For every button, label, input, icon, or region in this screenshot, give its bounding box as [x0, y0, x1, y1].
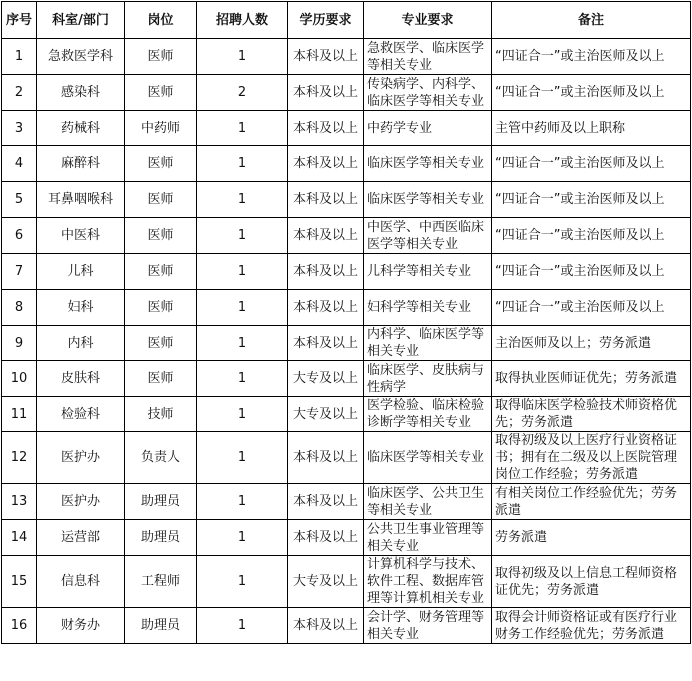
cell-major: 公共卫生事业管理等相关专业 [364, 520, 492, 556]
table-row [2, 146, 691, 182]
cell-major: 妇科学等相关专业 [364, 290, 492, 326]
cell-note: “四证合一”或主治医师及以上 [492, 39, 691, 75]
table-row [2, 254, 691, 290]
cell-no: 2 [2, 75, 37, 111]
cell-position: 助理员 [125, 608, 197, 644]
cell-position: 负责人 [125, 432, 197, 484]
table-row [2, 111, 691, 146]
table-row [2, 326, 691, 361]
table-row [2, 75, 691, 111]
cell-count: 1 [197, 326, 288, 361]
cell-major: 儿科学等相关专业 [364, 254, 492, 290]
recruitment-table [1, 1, 691, 644]
cell-education: 本科及以上 [288, 608, 364, 644]
cell-no: 7 [2, 254, 37, 290]
cell-dept: 皮肤科 [37, 361, 125, 397]
cell-position: 医师 [125, 326, 197, 361]
cell-no: 5 [2, 182, 37, 218]
cell-education: 本科及以上 [288, 146, 364, 182]
cell-education: 本科及以上 [288, 432, 364, 484]
cell-position: 医师 [125, 75, 197, 111]
cell-count: 1 [197, 608, 288, 644]
cell-position: 医师 [125, 290, 197, 326]
cell-education: 大专及以上 [288, 361, 364, 397]
table-body [2, 39, 691, 644]
cell-education: 本科及以上 [288, 290, 364, 326]
cell-count: 1 [197, 361, 288, 397]
table-row [2, 218, 691, 254]
cell-no: 6 [2, 218, 37, 254]
cell-dept: 财务办 [37, 608, 125, 644]
cell-education: 本科及以上 [288, 484, 364, 520]
cell-major: 传染病学、内科学、临床医学等相关专业 [364, 75, 492, 111]
cell-note: 劳务派遣 [492, 520, 691, 556]
cell-count: 1 [197, 39, 288, 75]
cell-major: 医学检验、临床检验诊断学等相关专业 [364, 397, 492, 432]
cell-note: “四证合一”或主治医师及以上 [492, 218, 691, 254]
table-row [2, 520, 691, 556]
cell-no: 1 [2, 39, 37, 75]
cell-dept: 儿科 [37, 254, 125, 290]
cell-dept: 运营部 [37, 520, 125, 556]
cell-count: 1 [197, 520, 288, 556]
cell-note: “四证合一”或主治医师及以上 [492, 290, 691, 326]
cell-dept: 妇科 [37, 290, 125, 326]
cell-education: 大专及以上 [288, 397, 364, 432]
cell-note: 取得执业医师证优先；劳务派遣 [492, 361, 691, 397]
header-row [2, 2, 691, 39]
cell-major: 会计学、财务管理等相关专业 [364, 608, 492, 644]
table-row [2, 608, 691, 644]
cell-position: 医师 [125, 254, 197, 290]
cell-major: 内科学、临床医学等相关专业 [364, 326, 492, 361]
table-row [2, 39, 691, 75]
cell-count: 1 [197, 397, 288, 432]
cell-note: 主治医师及以上；劳务派遣 [492, 326, 691, 361]
cell-note: 主管中药师及以上职称 [492, 111, 691, 146]
cell-dept: 医护办 [37, 484, 125, 520]
cell-major: 计算机科学与技术、软件工程、数据库管理等计算机相关专业 [364, 556, 492, 608]
cell-position: 助理员 [125, 520, 197, 556]
cell-education: 本科及以上 [288, 75, 364, 111]
header-education: 学历要求 [288, 2, 364, 39]
cell-major: 中药学专业 [364, 111, 492, 146]
cell-education: 本科及以上 [288, 254, 364, 290]
cell-count: 2 [197, 75, 288, 111]
cell-note: 有相关岗位工作经验优先；劳务派遣 [492, 484, 691, 520]
cell-count: 1 [197, 182, 288, 218]
cell-count: 1 [197, 218, 288, 254]
cell-position: 医师 [125, 146, 197, 182]
cell-position: 医师 [125, 218, 197, 254]
cell-dept: 麻醉科 [37, 146, 125, 182]
cell-education: 本科及以上 [288, 326, 364, 361]
table-row [2, 290, 691, 326]
cell-note: 取得初级及以上信息工程师资格证优先；劳务派遣 [492, 556, 691, 608]
cell-no: 3 [2, 111, 37, 146]
cell-major: 中医学、中西医临床医学等相关专业 [364, 218, 492, 254]
cell-count: 1 [197, 254, 288, 290]
cell-dept: 医护办 [37, 432, 125, 484]
cell-dept: 感染科 [37, 75, 125, 111]
cell-count: 1 [197, 146, 288, 182]
cell-count: 1 [197, 432, 288, 484]
cell-major: 急救医学、临床医学等相关专业 [364, 39, 492, 75]
cell-count: 1 [197, 556, 288, 608]
table-row [2, 182, 691, 218]
header-count: 招聘人数 [197, 2, 288, 39]
cell-position: 医师 [125, 361, 197, 397]
cell-dept: 中医科 [37, 218, 125, 254]
cell-count: 1 [197, 290, 288, 326]
cell-dept: 急救医学科 [37, 39, 125, 75]
cell-position: 中药师 [125, 111, 197, 146]
cell-position: 医师 [125, 182, 197, 218]
cell-dept: 耳鼻咽喉科 [37, 182, 125, 218]
cell-position: 医师 [125, 39, 197, 75]
cell-education: 本科及以上 [288, 39, 364, 75]
cell-education: 本科及以上 [288, 218, 364, 254]
cell-position: 工程师 [125, 556, 197, 608]
cell-note: 取得会计师资格证或有医疗行业财务工作经验优先；劳务派遣 [492, 608, 691, 644]
header-dept: 科室/部门 [37, 2, 125, 39]
table-row [2, 432, 691, 484]
cell-major: 临床医学等相关专业 [364, 432, 492, 484]
cell-dept: 药械科 [37, 111, 125, 146]
cell-note: 取得临床医学检验技术师资格优先；劳务派遣 [492, 397, 691, 432]
cell-position: 助理员 [125, 484, 197, 520]
cell-no: 8 [2, 290, 37, 326]
cell-position: 技师 [125, 397, 197, 432]
table-row [2, 361, 691, 397]
cell-major: 临床医学、公共卫生等相关专业 [364, 484, 492, 520]
cell-major: 临床医学等相关专业 [364, 182, 492, 218]
header-major: 专业要求 [364, 2, 492, 39]
cell-education: 本科及以上 [288, 520, 364, 556]
cell-note: “四证合一”或主治医师及以上 [492, 182, 691, 218]
cell-major: 临床医学等相关专业 [364, 146, 492, 182]
cell-dept: 内科 [37, 326, 125, 361]
cell-no: 11 [2, 397, 37, 432]
cell-major: 临床医学、皮肤病与性病学 [364, 361, 492, 397]
cell-count: 1 [197, 111, 288, 146]
cell-no: 4 [2, 146, 37, 182]
cell-dept: 检验科 [37, 397, 125, 432]
cell-no: 12 [2, 432, 37, 484]
cell-dept: 信息科 [37, 556, 125, 608]
cell-no: 15 [2, 556, 37, 608]
cell-note: “四证合一”或主治医师及以上 [492, 75, 691, 111]
table-row [2, 556, 691, 608]
cell-no: 14 [2, 520, 37, 556]
cell-note: “四证合一”或主治医师及以上 [492, 146, 691, 182]
cell-note: “四证合一”或主治医师及以上 [492, 254, 691, 290]
table-row [2, 484, 691, 520]
header-position: 岗位 [125, 2, 197, 39]
cell-count: 1 [197, 484, 288, 520]
header-note: 备注 [492, 2, 691, 39]
cell-no: 16 [2, 608, 37, 644]
cell-no: 9 [2, 326, 37, 361]
table-row [2, 397, 691, 432]
cell-no: 13 [2, 484, 37, 520]
cell-education: 本科及以上 [288, 182, 364, 218]
cell-education: 大专及以上 [288, 556, 364, 608]
header-no: 序号 [2, 2, 37, 39]
cell-note: 取得初级及以上医疗行业资格证书；拥有在二级及以上医院管理岗位工作经验；劳务派遣 [492, 432, 691, 484]
cell-no: 10 [2, 361, 37, 397]
cell-education: 本科及以上 [288, 111, 364, 146]
